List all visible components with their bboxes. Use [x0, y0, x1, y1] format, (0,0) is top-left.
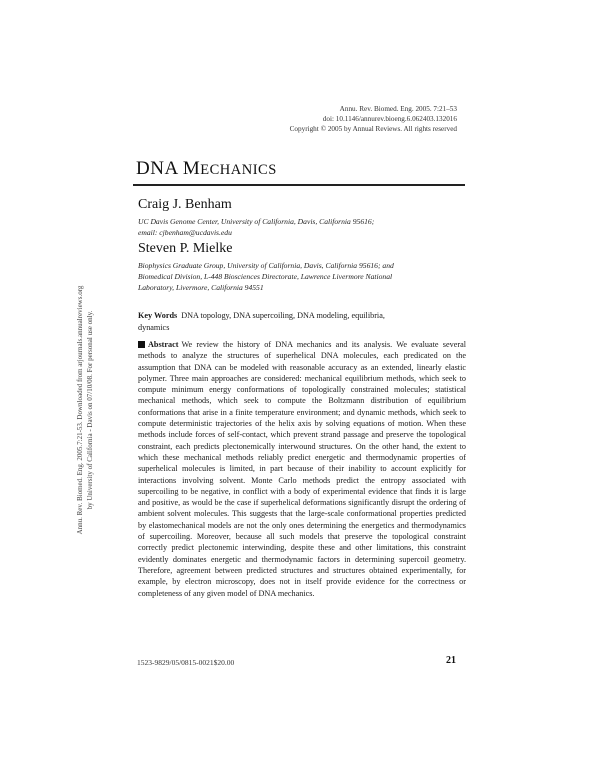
journal-header — [290, 104, 457, 134]
affiliation-line: Laboratory, Livermore, California 94551 — [138, 283, 264, 292]
copyright-line: Copyright © 2005 by Annual Reviews. All rights reserved — [289, 125, 457, 133]
keywords — [138, 310, 468, 333]
affiliation-line: UC Davis Genome Center, University of California, Davis, California 95616; — [138, 217, 375, 226]
square-bullet-icon — [138, 341, 145, 348]
article-title — [136, 158, 277, 180]
journal-citation: Annu. Rev. Biomed. Eng. 2005. 7:21–53 — [339, 105, 457, 113]
download-note-line: by University of California - Davis on 07/10/08. For personal use only. — [85, 310, 94, 510]
author-name: Craig J. Benham — [138, 197, 232, 212]
page-number: 21 — [446, 655, 456, 666]
footer-code: 1523-9829/05/0815-0021$20.00 — [137, 658, 235, 667]
abstract — [138, 339, 466, 599]
title-smallcaps: ECHANICS — [200, 162, 277, 178]
affiliation-line: Biophysics Graduate Group, University of California, Davis, California 95616; and — [138, 261, 394, 270]
title-lead: DNA M — [136, 158, 201, 179]
title-rule — [133, 184, 465, 186]
author-name: Steven P. Mielke — [138, 241, 233, 256]
keywords-label: Key Words — [138, 311, 178, 320]
keywords-text: DNA topology, DNA supercoiling, DNA modeling, equilibria, — [181, 311, 385, 320]
abstract-label: Abstract — [148, 340, 179, 349]
author-email[interactable]: email: cjbenham@ucdavis.edu — [138, 228, 232, 237]
author-affiliation — [138, 216, 438, 238]
affiliation-line: Biomedical Division, L-448 Biosciences Directorate, Lawrence Livermore National — [138, 272, 393, 281]
abstract-text: We review the history of DNA mechanics and its analysis. We evaluate several methods to analyze the structures of superhelical DNA molecules, each predicated on the assumption that DNA can be modeled with reasonable accuracy as an extended, linearly elastic polymer. Three main approaches are considered: mechanical equilibrium methods, which seek to compute minimum energy conformations of topologically constrained molecules; statistical mechanical methods, which seek to compute the Boltzmann distribution of equilibrium conformations that arise in a finite temperature environment; and dynamic methods, which seek to compute deterministic trajectories of the helix axis by solving equations of motion. When these methods include forces of self-contact, which prevent strand passage and preserve the topological constraint, each predicts plectonemically interwound structures. On the other hand, the extent to which these mechanical methods reliably predict energetic and thermodynamic properties of superhelical molecules is limited, in part because of their inability to account explicitly for interactions involving solvent. Monte Carlo methods predict the entropy associated with supercoiling to be negative, in conflict with a body of experimental evidence that finds it is large and positive, as would be the case if superhelical deformations significantly disrupt the ordering of ambient solvent molecules. This suggests that the large-scale conformational properties predicted by elastomechanical models are not the only ones determining the energetics and thermodynamics of supercoiling. Moreover, because all such models that preserve the topological constraint correctly predict plectonemic interwinding, despite these and other limitations, this constraint evidently dominates energetic and thermodynamic factors in determining supercoil geometry. Therefore, agreement between predicted structures and structures obtained experimentally, for example, by electron microscopy, does not in itself provide evidence for the correctness or completeness of any given model of DNA mechanics. — [138, 340, 466, 598]
keywords-continuation: dynamics — [138, 322, 170, 332]
doi-line: doi: 10.1146/annurev.bioeng.6.062403.132016 — [322, 115, 457, 123]
download-note-line: Annu. Rev. Biomed. Eng. 2005.7:21-53. Downloaded from arjournals.annualreviews.org — [76, 285, 84, 535]
author-affiliation — [138, 260, 438, 293]
download-note — [76, 230, 95, 590]
